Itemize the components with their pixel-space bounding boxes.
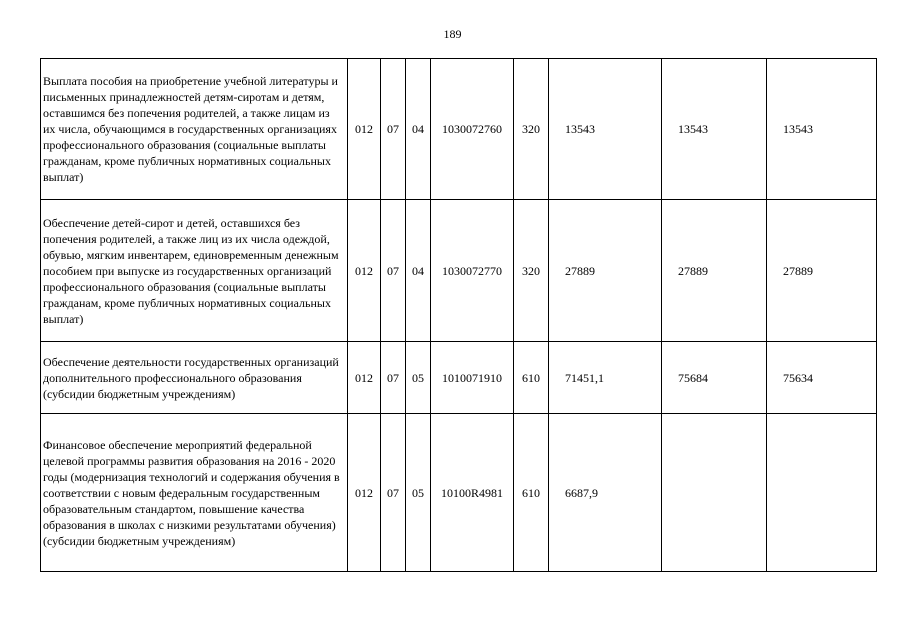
amount-1: 27889 <box>549 200 662 342</box>
amount-1: 6687,9 <box>549 414 662 572</box>
table-row <box>41 342 877 414</box>
amount-3: 13543 <box>767 59 877 200</box>
table-row <box>41 200 877 342</box>
expense-type-code: 320 <box>514 59 549 200</box>
ministry-code: 012 <box>348 59 381 200</box>
expense-type-code: 320 <box>514 200 549 342</box>
section-code: 07 <box>381 59 406 200</box>
amount-3: 27889 <box>767 200 877 342</box>
table-row <box>41 414 877 572</box>
amount-2: 75684 <box>662 342 767 414</box>
amount-2: 27889 <box>662 200 767 342</box>
subsection-code: 04 <box>406 200 431 342</box>
section-code: 07 <box>381 200 406 342</box>
row-description: Финансовое обеспечение мероприятий федеральной целевой программы развития образования на 2016 - 2020 годы (модернизация технологий и содержания обучения в соответствии с новым федеральным государственным образовательным стандартом, повышение качества образования в школах с низкими результатами обучения) (субсидии бюджетным учреждениям) <box>41 414 348 572</box>
target-article-code: 1030072760 <box>431 59 514 200</box>
target-article-code: 1010071910 <box>431 342 514 414</box>
amount-1: 13543 <box>549 59 662 200</box>
expense-type-code: 610 <box>514 414 549 572</box>
table-row <box>41 59 877 200</box>
row-description: Обеспечение деятельности государственных организаций дополнительного профессионального образования (субсидии бюджетным учреждениям) <box>41 342 348 414</box>
target-article-code: 10100R4981 <box>431 414 514 572</box>
subsection-code: 05 <box>406 414 431 572</box>
budget-table <box>40 58 877 572</box>
ministry-code: 012 <box>348 200 381 342</box>
section-code: 07 <box>381 342 406 414</box>
subsection-code: 05 <box>406 342 431 414</box>
amount-2 <box>662 414 767 572</box>
subsection-code: 04 <box>406 59 431 200</box>
row-description: Выплата пособия на приобретение учебной литературы и письменных принадлежностей детям-сиротам и детям, оставшимся без попечения родителей, а также лицам из их числа, обучающимся в государственных организациях профессионального образования (социальные выплаты гражданам, кроме публичных нормативных социальных выплат) <box>41 59 348 200</box>
row-description: Обеспечение детей-сирот и детей, оставшихся без попечения родителей, а также лиц из их числа одеждой, обувью, мягким инвентарем, единовременным денежным пособием при выпуске из государственных организаций профессионального образования (социальные выплаты гражданам, кроме публичных нормативных социальных выплат) <box>41 200 348 342</box>
amount-3: 75634 <box>767 342 877 414</box>
target-article-code: 1030072770 <box>431 200 514 342</box>
section-code: 07 <box>381 414 406 572</box>
amount-2: 13543 <box>662 59 767 200</box>
ministry-code: 012 <box>348 414 381 572</box>
amount-1: 71451,1 <box>549 342 662 414</box>
page-number: 189 <box>443 27 462 41</box>
ministry-code: 012 <box>348 342 381 414</box>
expense-type-code: 610 <box>514 342 549 414</box>
amount-3 <box>767 414 877 572</box>
